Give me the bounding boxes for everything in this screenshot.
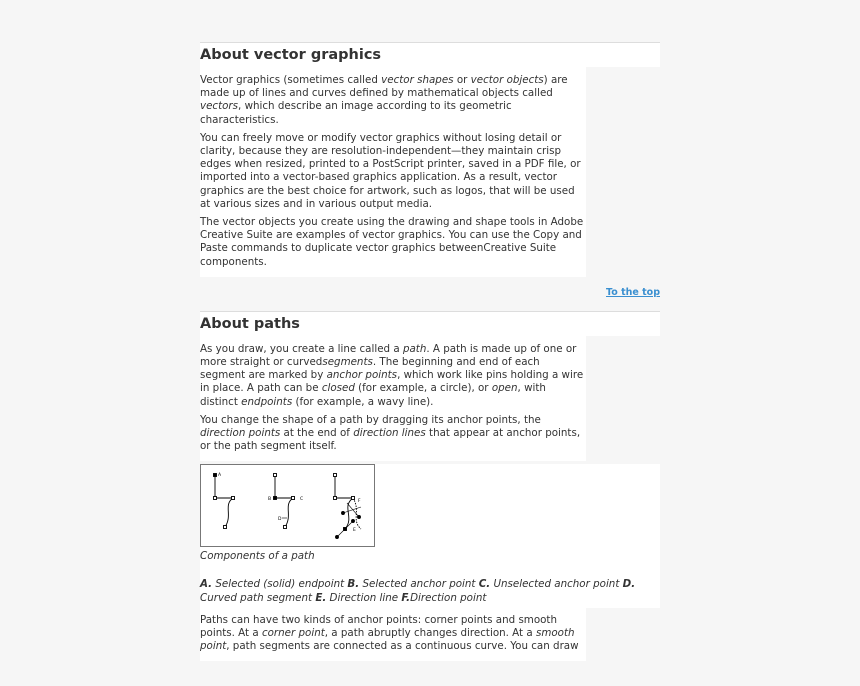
figure-legend: A. Selected (solid) endpoint B. Selected anchor point C. Unselected anchor point D. Curved path segment E. Direction line F.Direction point	[200, 578, 636, 604]
figure-label-f: F	[358, 499, 361, 505]
selected-anchor-marker	[274, 497, 277, 500]
anchor-marker	[274, 474, 277, 477]
path-components-figure	[200, 464, 375, 547]
paragraph: You can freely move or modify vector graphics without losing detail or clarity, because they are resolution-independent—they maintain crisp edges when resized, printed to a PostScript printer, saved in a PDF file, or imported into a vector-based graphics application. As a result, vector graphics are the best choice for artwork, such as logos, that will be used at various sizes and in various output media.	[200, 131, 581, 210]
paragraph: Vector graphics (sometimes called vector shapes or vector objects) are made up of lines and curves defined by mathematical objects called vectors, which describe an image according to its geometric characteristics.	[200, 74, 568, 126]
direction-point-marker	[336, 536, 339, 539]
figure-block	[200, 464, 660, 607]
direction-point-marker	[358, 516, 361, 519]
selected-anchor-marker	[344, 528, 347, 531]
figure-label-c: C	[300, 497, 304, 503]
paragraph: The vector objects you create using the drawing and shape tools in Adobe Creative Suite are examples of vector graphics. You can use the Copy and Paste commands to duplicate vector graphics betweenCreative Suite components.	[200, 216, 584, 268]
section-body	[200, 336, 586, 462]
section-body	[200, 67, 586, 277]
anchor-marker	[334, 497, 337, 500]
to-top-row	[200, 277, 660, 311]
anchor-marker	[214, 497, 217, 500]
figure-caption: Components of a path	[200, 550, 315, 563]
section-title-vector-graphics: About vector graphics	[200, 47, 382, 63]
anchor-marker	[284, 526, 287, 529]
anchor-marker	[232, 497, 235, 500]
path-panel-2	[274, 474, 295, 529]
figure-label-b: B	[268, 497, 272, 503]
path-panel-3	[334, 474, 362, 539]
figure-label-a: A	[218, 473, 222, 479]
figure-label-d: D	[278, 517, 282, 523]
paragraph: As you draw, you create a line called a path. A path is made up of one or more straight or curvedsegments. The beginning and end of each segment are marked by anchor points, which work like pins holding a wire in place. A path can be closed (for example, a circle), or open, with distinct endpoints (for example, a wavy line).	[200, 342, 584, 408]
section-body	[200, 608, 586, 662]
direction-point-marker	[342, 512, 345, 515]
to-the-top-link[interactable]: To the top	[606, 286, 660, 298]
anchor-marker	[334, 474, 337, 477]
direction-point-marker	[352, 520, 355, 523]
paragraph: Paths can have two kinds of anchor points: corner points and smooth points. At a corner point, a path abruptly changes direction. At a smooth point, path segments are connected as a continuous curve. You can draw	[200, 613, 579, 653]
figure-label-e: E	[353, 528, 356, 534]
article	[200, 0, 660, 661]
section-header	[200, 43, 660, 67]
anchor-marker	[292, 497, 295, 500]
paragraph: You change the shape of a path by dragging its anchor points, the direction points at the end of direction lines that appear at anchor points, or the path segment itself.	[200, 413, 581, 453]
endpoint-marker	[214, 474, 217, 477]
path-panel-1	[214, 474, 235, 529]
path-diagram	[201, 465, 374, 546]
section-title-paths: About paths	[200, 315, 300, 332]
anchor-marker	[352, 497, 355, 500]
anchor-marker	[224, 526, 227, 529]
section-header	[200, 312, 660, 336]
